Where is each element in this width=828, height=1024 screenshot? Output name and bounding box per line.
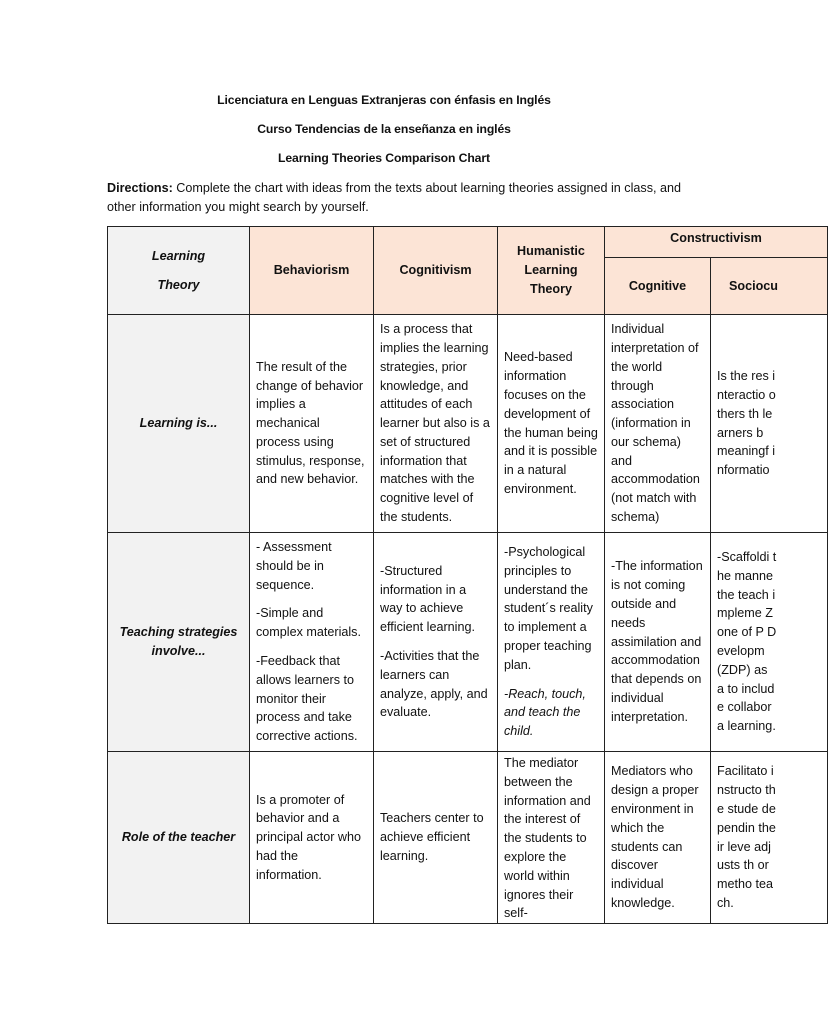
cell-text: Individual interpretation of the world through association (information in our schema) and accommodation (not match with schema) [611,322,700,525]
row-header-teaching-strategies: Teaching strategies involve... [108,533,250,752]
cell-text: Is a process that implies the learning strategies, prior knowledge, and attitudes of each learner but also is a set of structured information that matches with the cognitive level of the students. [380,322,490,525]
column-header-behaviorism: Behaviorism [250,227,374,315]
cell-strategies-cognitive [605,533,711,752]
cell-strategies-cognitivism [374,533,498,752]
cell-text: The result of the change of behavior implies a mechanical process using stimulus, response, and new behavior. [256,359,365,487]
cell-role-humanistic [498,752,605,924]
directions-text: Complete the chart with ideas from the texts about learning theories assigned in class, and other information you might search by yourself. [107,181,682,214]
cell-text: -Feedback that allows learners to monitor their process and take corrective actions. [256,654,358,744]
cell-text: -The information is not coming outside and needs assimilation and accommodation that depends on individual interpretation. [611,559,703,724]
cell-strategies-behaviorism [250,533,374,752]
column-header-sociocultural: Sociocu [711,258,828,315]
row-header-role-of-teacher: Role of the teacher [108,752,250,924]
column-header-cognitivism: Cognitivism [374,227,498,315]
cell-learning-cognitivism [374,315,498,533]
program-title: Licenciatura en Lenguas Extranjeras con énfasis en Inglés [217,93,551,107]
column-header-cognitive: Cognitive [605,258,711,315]
comparison-table [107,226,828,924]
cell-text: Is the res interactio others th learners b meaningf informatio [717,369,776,478]
corner-line-2: Theory [157,277,200,292]
cell-strategies-humanistic [498,533,605,752]
cell-text: Teachers center to achieve efficient learning. [380,811,484,863]
cell-text: -Scaffoldi the manne the teach impleme Zone of P Developm (ZDP) as a to include collabora learning. [717,550,777,734]
cell-text: - Assessment should be in sequence. [256,540,332,592]
cell-role-cognitivism [374,752,498,924]
cell-text: Need-based information focuses on the development of the human being and it is possible in a natural environment. [504,350,598,496]
directions-paragraph [107,179,707,217]
cell-text: Facilitato instructo the stude dependin their leve adjusts th or metho teach. [717,764,776,910]
column-header-constructivism: Constructivism [605,227,828,258]
column-header-humanistic: Humanistic Learning Theory [498,227,605,315]
corner-line-1: Learning [151,248,206,263]
cell-text: Is a promoter of behavior and a principal actor who had the information. [256,792,361,882]
cell-strategies-sociocultural [711,533,828,752]
cell-role-behaviorism [250,752,374,924]
cell-text: Mediators who design a proper environment in which the students can discover individual knowledge. [611,764,699,910]
cell-learning-sociocultural [711,315,828,533]
cell-learning-cognitive [605,315,711,533]
cell-text: -Structured information in a way to achieve efficient learning. [380,563,475,635]
course-title: Curso Tendencias de la enseñanza en inglés [257,122,511,136]
cell-text: -Activities that the learners can analyze, apply, and evaluate. [380,649,488,720]
cell-text: -Simple and complex materials. [256,606,361,640]
cell-learning-humanistic [498,315,605,533]
directions-label: Directions: [107,181,173,195]
cell-role-cognitive [605,752,711,924]
cell-text: -Reach, touch, and teach the child. [504,686,586,739]
chart-title: Learning Theories Comparison Chart [278,151,490,165]
cell-learning-behaviorism [250,315,374,533]
cell-text: -Psychological principles to understand the student´s reality to implement a proper teaching plan. [504,545,593,672]
cell-text: The mediator between the information and the interest of the students to explore the world within ignores their self- [504,756,591,921]
row-header-learning-is: Learning is... [108,315,250,533]
cell-role-sociocultural [711,752,828,924]
header-corner [108,227,250,315]
